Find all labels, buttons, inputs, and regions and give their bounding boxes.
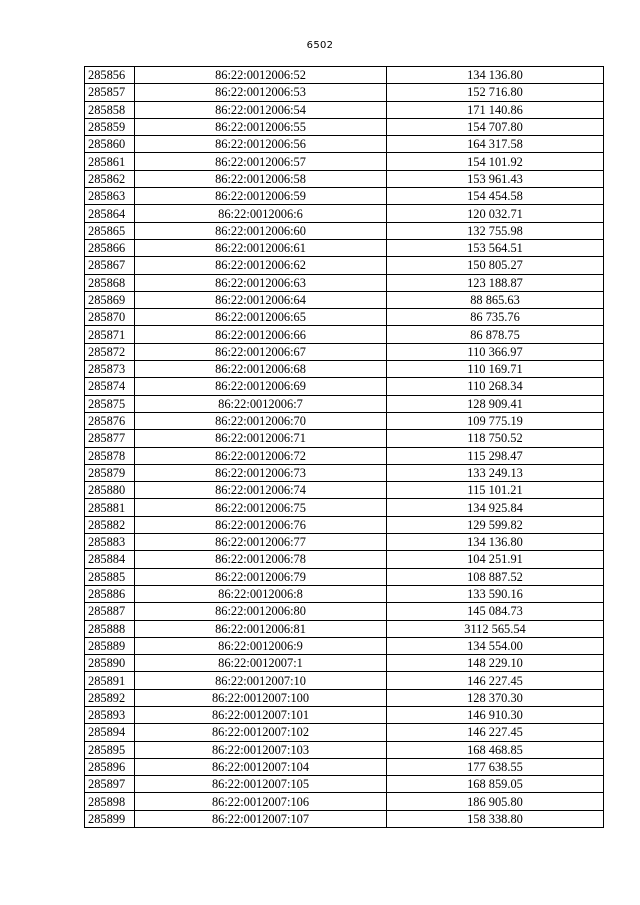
- cadastral-value-cell: 168 859.05: [387, 776, 604, 793]
- cadastral-number-cell: 86:22:0012006:59: [135, 188, 387, 205]
- row-number-cell: 285864: [85, 205, 135, 222]
- cadastral-value-cell: 133 590.16: [387, 585, 604, 602]
- cadastral-number-cell: 86:22:0012007:1: [135, 655, 387, 672]
- table-row: [85, 222, 604, 239]
- cadastral-value-cell: 109 775.19: [387, 412, 604, 429]
- cadastral-number-cell: 86:22:0012007:100: [135, 689, 387, 706]
- table-row: [85, 343, 604, 360]
- cadastral-value-cell: 115 101.21: [387, 482, 604, 499]
- row-number-cell: 285896: [85, 758, 135, 775]
- page-number: 6502: [306, 40, 334, 51]
- cadastral-number-cell: 86:22:0012007:103: [135, 741, 387, 758]
- cadastral-number-cell: 86:22:0012007:107: [135, 810, 387, 827]
- table-row: [85, 136, 604, 153]
- table-row: [85, 430, 604, 447]
- cadastral-number-cell: 86:22:0012006:65: [135, 309, 387, 326]
- cadastral-value-table: [84, 66, 604, 828]
- row-number-cell: 285883: [85, 534, 135, 551]
- table-row: [85, 309, 604, 326]
- cadastral-number-cell: 86:22:0012006:61: [135, 239, 387, 256]
- cadastral-value-cell: 108 887.52: [387, 568, 604, 585]
- cadastral-number-cell: 86:22:0012006:77: [135, 534, 387, 551]
- cadastral-value-cell: 118 750.52: [387, 430, 604, 447]
- cadastral-value-cell: 146 227.45: [387, 724, 604, 741]
- cadastral-number-cell: 86:22:0012007:102: [135, 724, 387, 741]
- table-row: [85, 793, 604, 810]
- row-number-cell: 285873: [85, 361, 135, 378]
- table-row: [85, 170, 604, 187]
- cadastral-value-cell: 110 366.97: [387, 343, 604, 360]
- cadastral-number-cell: 86:22:0012006:57: [135, 153, 387, 170]
- cadastral-value-cell: 88 865.63: [387, 291, 604, 308]
- cadastral-value-cell: 123 188.87: [387, 274, 604, 291]
- table-row: [85, 118, 604, 135]
- table-row: [85, 395, 604, 412]
- table-row: [85, 239, 604, 256]
- cadastral-number-cell: 86:22:0012006:55: [135, 118, 387, 135]
- row-number-cell: 285872: [85, 343, 135, 360]
- table-row: [85, 810, 604, 827]
- table-row: [85, 551, 604, 568]
- row-number-cell: 285857: [85, 84, 135, 101]
- table-row: [85, 153, 604, 170]
- cadastral-value-cell: 177 638.55: [387, 758, 604, 775]
- cadastral-number-cell: 86:22:0012006:78: [135, 551, 387, 568]
- row-number-cell: 285863: [85, 188, 135, 205]
- cadastral-value-cell: 146 227.45: [387, 672, 604, 689]
- row-number-cell: 285875: [85, 395, 135, 412]
- table-row: [85, 534, 604, 551]
- cadastral-value-cell: 134 136.80: [387, 67, 604, 84]
- table-row: [85, 724, 604, 741]
- table-row: [85, 101, 604, 118]
- table-row: [85, 637, 604, 654]
- table-row: [85, 672, 604, 689]
- table-row: [85, 741, 604, 758]
- cadastral-number-cell: 86:22:0012007:10: [135, 672, 387, 689]
- table-row: [85, 84, 604, 101]
- cadastral-value-cell: 146 910.30: [387, 706, 604, 723]
- cadastral-value-cell: 154 101.92: [387, 153, 604, 170]
- cadastral-number-cell: 86:22:0012006:79: [135, 568, 387, 585]
- table-row: [85, 568, 604, 585]
- row-number-cell: 285897: [85, 776, 135, 793]
- cadastral-number-cell: 86:22:0012006:66: [135, 326, 387, 343]
- cadastral-value-cell: 3112 565.54: [387, 620, 604, 637]
- cadastral-number-cell: 86:22:0012006:68: [135, 361, 387, 378]
- cadastral-value-cell: 128 909.41: [387, 395, 604, 412]
- cadastral-value-cell: 186 905.80: [387, 793, 604, 810]
- cadastral-number-cell: 86:22:0012006:63: [135, 274, 387, 291]
- cadastral-value-cell: 129 599.82: [387, 516, 604, 533]
- row-number-cell: 285889: [85, 637, 135, 654]
- cadastral-value-cell: 104 251.91: [387, 551, 604, 568]
- cadastral-value-cell: 133 249.13: [387, 464, 604, 481]
- cadastral-number-cell: 86:22:0012006:54: [135, 101, 387, 118]
- table-row: [85, 620, 604, 637]
- row-number-cell: 285860: [85, 136, 135, 153]
- cadastral-value-cell: 120 032.71: [387, 205, 604, 222]
- table-row: [85, 412, 604, 429]
- table-row: [85, 464, 604, 481]
- cadastral-number-cell: 86:22:0012006:80: [135, 603, 387, 620]
- table-row: [85, 603, 604, 620]
- cadastral-value-cell: 148 229.10: [387, 655, 604, 672]
- row-number-cell: 285898: [85, 793, 135, 810]
- table-row: [85, 499, 604, 516]
- cadastral-number-cell: 86:22:0012006:7: [135, 395, 387, 412]
- cadastral-value-cell: 152 716.80: [387, 84, 604, 101]
- table-row: [85, 257, 604, 274]
- table-row: [85, 291, 604, 308]
- row-number-cell: 285893: [85, 706, 135, 723]
- row-number-cell: 285856: [85, 67, 135, 84]
- row-number-cell: 285899: [85, 810, 135, 827]
- row-number-cell: 285876: [85, 412, 135, 429]
- row-number-cell: 285894: [85, 724, 135, 741]
- cadastral-value-cell: 154 707.80: [387, 118, 604, 135]
- table-row: [85, 758, 604, 775]
- cadastral-number-cell: 86:22:0012006:6: [135, 205, 387, 222]
- cadastral-value-cell: 153 564.51: [387, 239, 604, 256]
- table-row: [85, 689, 604, 706]
- cadastral-value-cell: 86 735.76: [387, 309, 604, 326]
- table-row: [85, 585, 604, 602]
- cadastral-value-cell: 158 338.80: [387, 810, 604, 827]
- row-number-cell: 285877: [85, 430, 135, 447]
- table-row: [85, 447, 604, 464]
- row-number-cell: 285874: [85, 378, 135, 395]
- cadastral-number-cell: 86:22:0012006:62: [135, 257, 387, 274]
- cadastral-value-cell: 110 268.34: [387, 378, 604, 395]
- table-row: [85, 516, 604, 533]
- row-number-cell: 285878: [85, 447, 135, 464]
- cadastral-number-cell: 86:22:0012007:104: [135, 758, 387, 775]
- cadastral-number-cell: 86:22:0012006:9: [135, 637, 387, 654]
- cadastral-value-cell: 132 755.98: [387, 222, 604, 239]
- cadastral-number-cell: 86:22:0012006:71: [135, 430, 387, 447]
- cadastral-number-cell: 86:22:0012007:105: [135, 776, 387, 793]
- cadastral-number-cell: 86:22:0012006:70: [135, 412, 387, 429]
- table-row: [85, 378, 604, 395]
- cadastral-number-cell: 86:22:0012006:74: [135, 482, 387, 499]
- cadastral-number-cell: 86:22:0012006:64: [135, 291, 387, 308]
- row-number-cell: 285881: [85, 499, 135, 516]
- table-row: [85, 776, 604, 793]
- cadastral-value-cell: 134 136.80: [387, 534, 604, 551]
- row-number-cell: 285859: [85, 118, 135, 135]
- cadastral-number-cell: 86:22:0012006:81: [135, 620, 387, 637]
- table-row: [85, 706, 604, 723]
- cadastral-number-cell: 86:22:0012006:73: [135, 464, 387, 481]
- cadastral-number-cell: 86:22:0012006:76: [135, 516, 387, 533]
- cadastral-value-cell: 168 468.85: [387, 741, 604, 758]
- row-number-cell: 285892: [85, 689, 135, 706]
- row-number-cell: 285882: [85, 516, 135, 533]
- cadastral-value-cell: 145 084.73: [387, 603, 604, 620]
- cadastral-value-cell: 153 961.43: [387, 170, 604, 187]
- row-number-cell: 285895: [85, 741, 135, 758]
- table-row: [85, 655, 604, 672]
- cadastral-value-cell: 115 298.47: [387, 447, 604, 464]
- row-number-cell: 285868: [85, 274, 135, 291]
- table-body: [85, 67, 604, 828]
- row-number-cell: 285891: [85, 672, 135, 689]
- row-number-cell: 285884: [85, 551, 135, 568]
- row-number-cell: 285885: [85, 568, 135, 585]
- cadastral-number-cell: 86:22:0012006:67: [135, 343, 387, 360]
- cadastral-number-cell: 86:22:0012006:60: [135, 222, 387, 239]
- row-number-cell: 285869: [85, 291, 135, 308]
- cadastral-value-cell: 171 140.86: [387, 101, 604, 118]
- cadastral-number-cell: 86:22:0012006:56: [135, 136, 387, 153]
- table-row: [85, 361, 604, 378]
- row-number-cell: 285886: [85, 585, 135, 602]
- table-row: [85, 205, 604, 222]
- cadastral-number-cell: 86:22:0012006:58: [135, 170, 387, 187]
- row-number-cell: 285867: [85, 257, 135, 274]
- table-row: [85, 274, 604, 291]
- table-row: [85, 326, 604, 343]
- row-number-cell: 285862: [85, 170, 135, 187]
- table-row: [85, 188, 604, 205]
- row-number-cell: 285870: [85, 309, 135, 326]
- cadastral-value-cell: 134 554.00: [387, 637, 604, 654]
- cadastral-number-cell: 86:22:0012006:75: [135, 499, 387, 516]
- row-number-cell: 285890: [85, 655, 135, 672]
- row-number-cell: 285858: [85, 101, 135, 118]
- row-number-cell: 285871: [85, 326, 135, 343]
- row-number-cell: 285861: [85, 153, 135, 170]
- row-number-cell: 285887: [85, 603, 135, 620]
- cadastral-number-cell: 86:22:0012006:53: [135, 84, 387, 101]
- cadastral-value-cell: 110 169.71: [387, 361, 604, 378]
- cadastral-number-cell: 86:22:0012006:72: [135, 447, 387, 464]
- cadastral-value-cell: 154 454.58: [387, 188, 604, 205]
- table-row: [85, 67, 604, 84]
- cadastral-number-cell: 86:22:0012007:101: [135, 706, 387, 723]
- cadastral-value-cell: 150 805.27: [387, 257, 604, 274]
- row-number-cell: 285880: [85, 482, 135, 499]
- cadastral-value-cell: 134 925.84: [387, 499, 604, 516]
- cadastral-number-cell: 86:22:0012006:52: [135, 67, 387, 84]
- row-number-cell: 285865: [85, 222, 135, 239]
- row-number-cell: 285888: [85, 620, 135, 637]
- cadastral-value-cell: 86 878.75: [387, 326, 604, 343]
- cadastral-value-cell: 128 370.30: [387, 689, 604, 706]
- cadastral-number-cell: 86:22:0012006:8: [135, 585, 387, 602]
- cadastral-value-cell: 164 317.58: [387, 136, 604, 153]
- row-number-cell: 285879: [85, 464, 135, 481]
- table-row: [85, 482, 604, 499]
- cadastral-number-cell: 86:22:0012006:69: [135, 378, 387, 395]
- cadastral-number-cell: 86:22:0012007:106: [135, 793, 387, 810]
- row-number-cell: 285866: [85, 239, 135, 256]
